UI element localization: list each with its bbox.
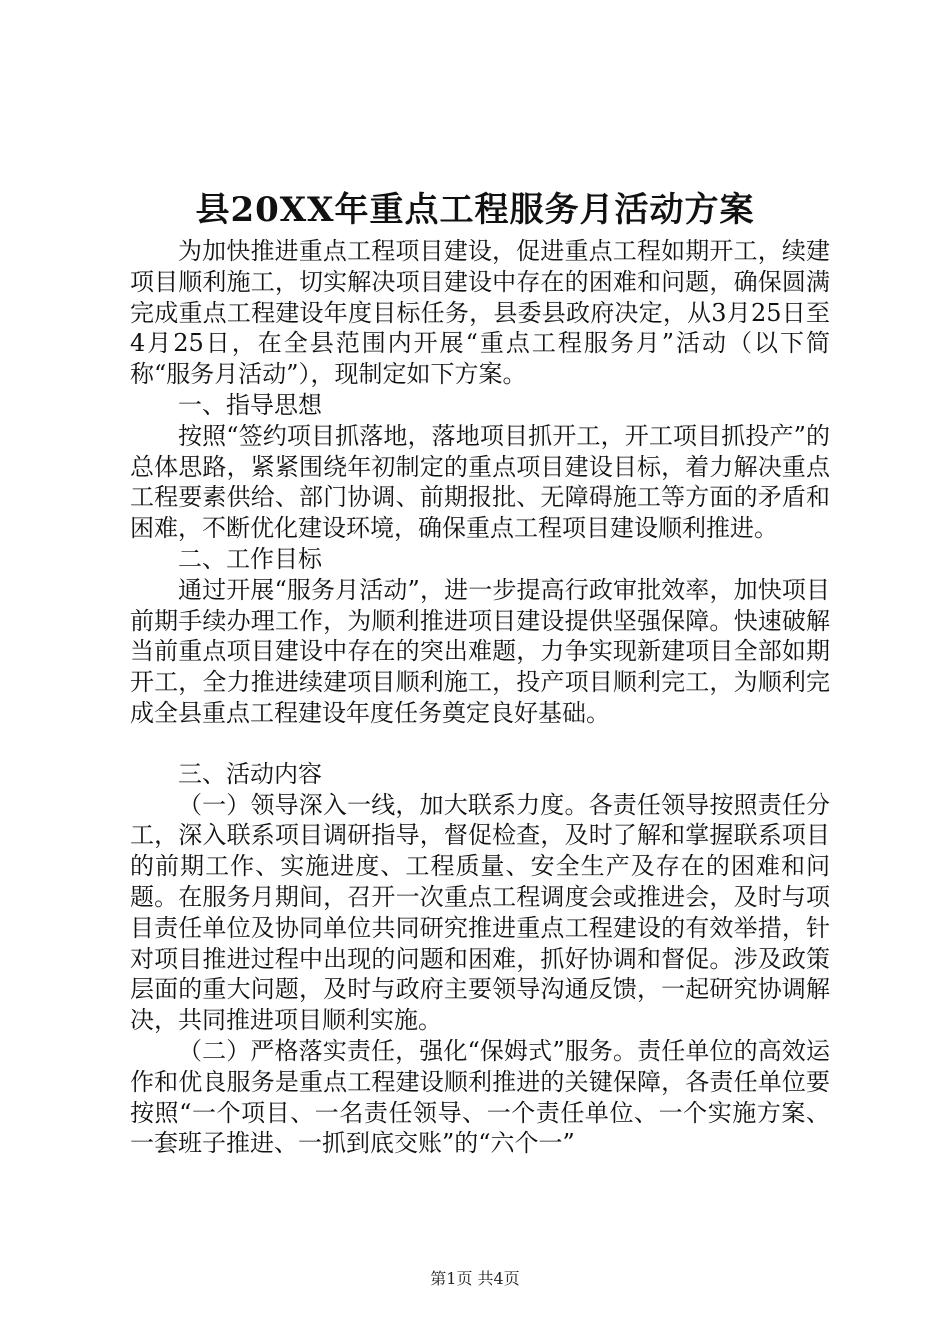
document-title: 县20XX年重点工程服务月活动方案 [195, 190, 755, 230]
activity-item-2-paragraph: （二）严格落实责任，强化“保姆式”服务。责任单位的高效运作和优良服务是重点工程建设顺利推进的关键保障，各责任单位要按照“一个项目、一名责任领导、一个责任单位、一个实施方案、一套班子推进、一抓到底交账”的“六个一” [130, 1036, 830, 1158]
guiding-ideology-paragraph: 按照“签约项目抓落地，落地项目抓开工，开工项目抓投产”的总体思路，紧紧围绕年初制定的重点项目建设目标，着力解决重点工程要素供给、部门协调、前期报批、无障碍施工等方面的矛盾和困难，不断优化建设环境，确保重点工程项目建设顺利推进。 [130, 421, 830, 543]
page-number-footer: 第1页 共4页 [430, 1269, 520, 1288]
activity-item-1-paragraph: （一）领导深入一线，加大联系力度。各责任领导按照责任分工，深入联系项目调研指导，督促检查，及时了解和掌握联系项目的前期工作、实施进度、工程质量、安全生产及存在的困难和问题。在服务月期间，召开一次重点工程调度会或推进会，及时与项目责任单位及协同单位共同研究推进重点工程建设的有效举措，针对项目推进过程中出现的问题和困难，抓好协调和督促。涉及政策层面的重大问题，及时与政府主要领导沟通反馈，一起研究协调解决，共同推进项目顺利实施。 [130, 790, 830, 1035]
work-goals-paragraph: 通过开展“服务月活动”，进一步提高行政审批效率，加快项目前期手续办理工作，为顺利推进项目建设提供坚强保障。快速破解当前重点项目建设中存在的突出难题，力争实现新建项目全部如期开工，全力推进续建项目顺利施工，投产项目顺利完工，为顺利完成全县重点工程建设年度任务奠定良好基础。 [130, 575, 830, 727]
section-heading-guiding-ideology: 一、指导思想 [178, 390, 322, 419]
section-heading-activity-content: 三、活动内容 [178, 759, 322, 788]
section-heading-work-goals: 二、工作目标 [178, 544, 322, 573]
intro-paragraph: 为加快推进重点工程项目建设，促进重点工程如期开工，续建项目顺利施工，切实解决项目建设中存在的困难和问题，确保圆满完成重点工程建设年度目标任务，县委县政府决定，从3月25日至4月25日，在全县范围内开展“重点工程服务月”活动（以下简称“服务月活动”），现制定如下方案。 [130, 237, 830, 389]
document-body [130, 236, 830, 1159]
